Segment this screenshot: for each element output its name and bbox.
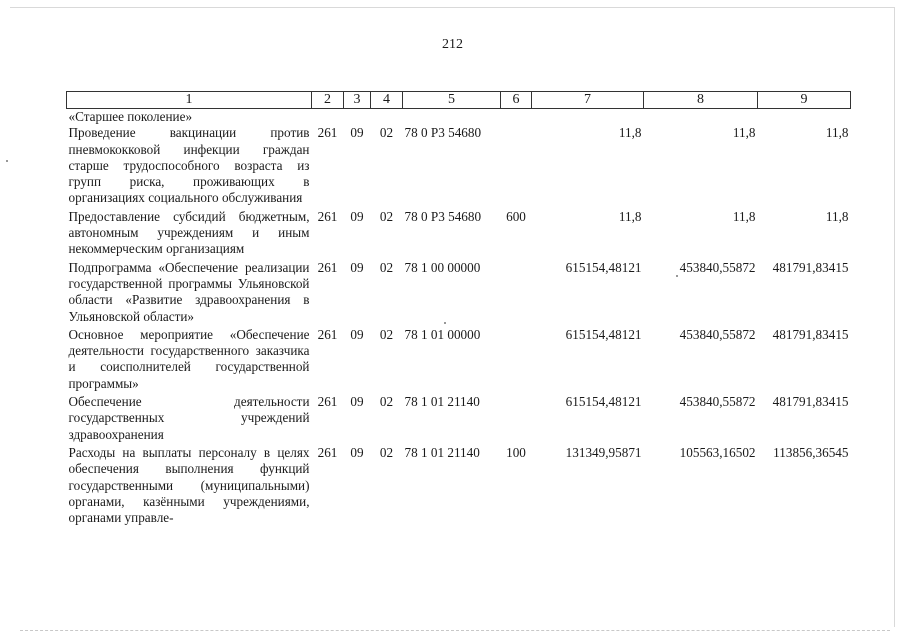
header-col-2: 2 [312,92,344,109]
row-csr: 78 0 P3 54680 [404,208,482,224]
row-rz: 09 [350,444,364,460]
page-number: 212 [442,37,463,52]
row-amount-2: 453840,55872 [679,259,756,275]
row-grbs: 261 [317,259,338,275]
row-amount-3: 481791,83415 [772,394,849,410]
row-amount-2: 11,8 [732,208,756,224]
row-pr: 02 [379,326,394,342]
table-row [67,260,851,327]
row-amount-1: 131349,95871 [565,444,642,460]
row-amount-2: 453840,55872 [679,394,756,410]
header-col-5: 5 [403,92,501,109]
row-vr [501,260,532,327]
row-amount-2: 105563,16502 [679,444,756,460]
table-row [67,209,851,260]
scan-speck [444,322,446,324]
row-amount-3: 11,8 [825,125,849,141]
table-header-row [67,92,851,109]
row-amount-2: 453840,55872 [679,326,756,342]
row-grbs: 261 [317,208,338,224]
page-edge-right [894,7,895,627]
scan-edge-bottom [20,630,890,631]
row-grbs [312,109,344,126]
row-vr: 100 [506,444,526,460]
page-edge-top [10,7,895,8]
row-csr [403,109,501,126]
table-row [67,327,851,394]
row-vr [501,109,532,126]
header-col-4: 4 [371,92,403,109]
scan-speck [6,160,8,162]
row-name: Проведение вакцинации против пневмококковой инфекции граждан старше трудоспособного возраста из групп риска, проживающих в организациях социального обслуживания [68,125,310,206]
header-col-7: 7 [532,92,644,109]
row-name: Основное мероприятие «Обеспечение деятельности государственного заказчика и соисполнителей государственной программы» [68,326,310,391]
row-vr [501,327,532,394]
row-name: Обеспечение деятельности государственных учреждений здравоохранения [68,394,310,442]
row-amount-1: 615154,48121 [565,259,642,275]
row-pr: 02 [379,208,394,224]
scan-speck [676,275,678,277]
row-rz: 09 [350,208,364,224]
header-col-8: 8 [644,92,758,109]
row-grbs: 261 [317,394,338,410]
header-col-3: 3 [344,92,371,109]
row-amount-1: 11,8 [618,208,642,224]
row-pr: 02 [379,444,394,460]
row-amount-1: 11,8 [618,125,642,141]
row-name: Подпрограмма «Обеспечение реализации государственной программы Ульяновской области «Развитие здравоохранения в Ульяновской области» [68,259,310,324]
budget-table [66,91,851,526]
header-col-6: 6 [501,92,532,109]
row-amount-1: 615154,48121 [565,326,642,342]
row-amount-2 [644,109,758,126]
row-name: Предоставление субсидий бюджетным, автономным учреждениям и иным некоммерческим организациям [68,208,310,257]
row-pr: 02 [379,259,394,275]
table-row [67,125,851,208]
table-row [67,109,851,126]
row-amount-3 [758,109,851,126]
row-rz: 09 [350,125,364,141]
row-vr [501,394,532,445]
row-rz: 09 [350,394,364,410]
row-pr: 02 [379,125,394,141]
header-col-9: 9 [758,92,851,109]
row-name: «Старшее поколение» [68,109,193,124]
row-amount-1 [532,109,644,126]
row-rz [344,109,371,126]
row-csr: 78 1 01 21140 [404,444,480,460]
row-name: Расходы на выплаты персоналу в целях обеспечения выполнения функций государственными (муниципальными) органами, казёнными учреждениями, органами управле- [68,444,310,526]
row-grbs: 261 [317,125,338,141]
row-rz: 09 [350,326,364,342]
row-rz: 09 [350,259,364,275]
row-csr: 78 1 01 00000 [404,326,481,342]
row-pr [371,109,403,126]
row-grbs: 261 [317,444,338,460]
table-row [67,394,851,445]
row-vr [501,125,532,208]
table-row [67,445,851,526]
row-pr: 02 [379,394,394,410]
row-csr: 78 0 P3 54680 [404,125,482,141]
row-amount-1: 615154,48121 [565,394,642,410]
row-grbs: 261 [317,326,338,342]
row-amount-2: 11,8 [732,125,756,141]
row-amount-3: 481791,83415 [772,326,849,342]
row-amount-3: 481791,83415 [772,259,849,275]
row-csr: 78 1 00 00000 [404,259,481,275]
row-csr: 78 1 01 21140 [404,394,480,410]
row-amount-3: 11,8 [825,208,849,224]
header-col-1: 1 [67,92,312,109]
row-vr: 600 [506,208,526,224]
row-amount-3: 113856,36545 [773,444,849,460]
